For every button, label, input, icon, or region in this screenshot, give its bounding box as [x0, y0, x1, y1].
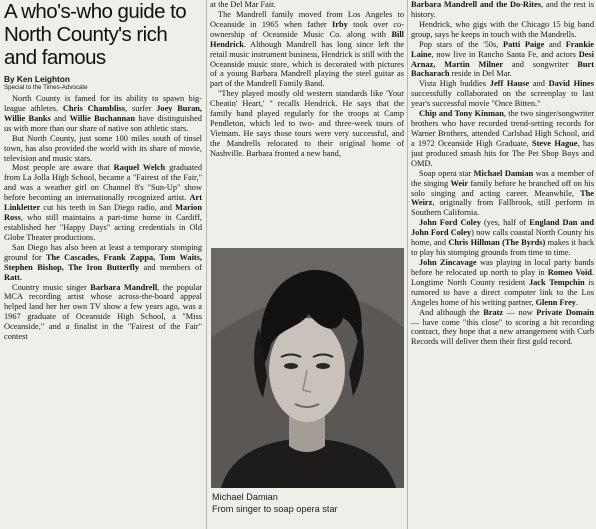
text-run: and: [544, 39, 566, 49]
name-highlight: The Weirz: [411, 188, 594, 208]
article-paragraph: [411, 109, 594, 169]
portrait-image: [211, 248, 404, 488]
name-highlight: Ratt.: [4, 272, 22, 282]
name-highlight: Frankie Laine: [411, 39, 594, 59]
article-paragraph: [411, 20, 594, 40]
michael-damian-photo: [211, 248, 404, 488]
text-run: Most people are aware that: [12, 163, 114, 173]
text-run: — now: [503, 307, 537, 317]
name-highlight: Willie Buchannan: [69, 113, 135, 123]
text-run: cut his teeth in San Diego radio, and: [40, 203, 176, 213]
name-highlight: Raquel Welch: [113, 163, 166, 173]
text-run: , and the rest is history.: [411, 0, 594, 19]
text-run: — have come "this close" to scoring a hit recording contract, they hope that a new arrangement with Curb Records will deliver them their first gold record.: [411, 317, 594, 347]
article-paragraph: [411, 169, 594, 219]
name-highlight: Jack Tempchin: [528, 277, 585, 287]
column-left: [4, 0, 202, 529]
name-highlight: Bill Hendrick: [210, 29, 404, 49]
name-highlight: Irby: [332, 19, 348, 29]
name-highlight: Jeff Hause: [489, 79, 530, 89]
name-highlight: Bratz: [483, 307, 504, 317]
article-paragraph: [4, 94, 202, 134]
text-run: ) now calls coastal North County his home, and: [411, 228, 594, 248]
headline: A who's-who guide to North County's rich and famous: [4, 0, 187, 69]
text-run: .: [575, 297, 579, 307]
text-run: . Although Mandrell has long since left the retail music instrument business, Hendrick is still with the Oceanside music store, which is decorated with pictures of a young Barbara Mandrell playing the steel guitar as part of the Mandrell Family Band.: [210, 39, 404, 89]
text-run: San Diego has also been at least a temporary stomping ground for: [4, 242, 202, 262]
name-highlight: Burt Bacharach: [411, 59, 594, 79]
name-highlight: England Dan and John Ford Coley: [411, 218, 594, 238]
text-run: and: [529, 79, 549, 89]
text-run: at the Del Mar Fair.: [210, 0, 276, 9]
article-paragraph: [210, 10, 404, 89]
text-run: and: [50, 113, 70, 123]
text-run: , originally from Fallbrook, still perform in Southern California.: [411, 198, 594, 218]
text-run: Country music singer: [12, 282, 91, 292]
name-highlight: Chris Chambliss: [62, 103, 126, 113]
article-paragraph: [411, 79, 594, 109]
text-run: , the popular MCA recording artist whose across-the-board appeal helped land her her own TV show a few years ago, was a 1967 graduate of Oceanside High School, a "Miss Oceanside," and a finalist in the "Fairest of the Fair" contest: [4, 282, 202, 342]
article-body-col3: [411, 0, 594, 347]
text-run: , has just produced smash hits for The Pet Shop Boys and OMD.: [411, 138, 594, 168]
byline: By Ken Leighton: [4, 74, 70, 84]
article-paragraph: [411, 0, 594, 20]
article-paragraph: [210, 89, 404, 158]
name-highlight: Marion Ross: [4, 203, 202, 223]
name-highlight: Joey Buran, Willie Banks: [4, 103, 202, 123]
name-highlight: Barbara Mandrell: [90, 282, 158, 292]
name-highlight: Chip and Tony Kinman: [419, 109, 504, 119]
name-highlight: John Ford Coley: [419, 218, 481, 228]
text-run: North County is famed for its ability to spawn big-league athletes.: [4, 94, 202, 113]
text-run: The Mandrell family moved from Los Angeles to Oceanside in 1965 when father: [210, 9, 404, 29]
text-run: graduated from La Jolla High School, became a "Fairest of the Fair," and was a weather girl on Channel 8's "Sun-Up" show before becoming an internationally recognized artist.: [4, 163, 202, 203]
article-paragraph: [411, 218, 594, 258]
text-run: was playing in local party bands before he relocated up north to play in: [411, 257, 594, 277]
article-paragraph: [411, 308, 594, 348]
text-run: Hendrick, who gigs with the Chicago 15 big band group, says he keeps in touch with the Mandrells.: [411, 19, 594, 39]
name-highlight: David Hines: [548, 79, 594, 89]
text-run: is rumored to have a direct computer link to the Los Angeles home of his writing partner,: [411, 277, 594, 307]
text-run: "They played mostly old western standards like 'Your Cheatin' Heart,' " recalls Hendrick. He says that the family band played regularly for the troops at Camp Pendleton, which led to two- and three-week tours of Vietnam. He says those tours were very successful, and the Mandrells relocated to their original home of Nashville. Barbara fronted a new band,: [210, 89, 404, 158]
article-paragraph: [411, 258, 594, 308]
article-body-col1: [4, 94, 202, 342]
text-run: took over co-ownership of Oceanside Music Co. along with: [210, 19, 404, 39]
text-run: (yes, half of: [480, 218, 530, 228]
text-run: Soap opera star: [419, 168, 474, 178]
name-highlight: Barbara Mandrell and the Do-Rites: [411, 0, 542, 9]
name-highlight: Art Linkletter: [4, 193, 202, 213]
text-run: , surfer: [125, 103, 157, 113]
text-run: successfully collaborated on the screenplay to last year's successful movie "Once Bitten.": [411, 89, 594, 109]
article-paragraph: [4, 134, 202, 164]
column-right: [411, 0, 594, 529]
text-run: And although the: [419, 307, 484, 317]
text-run: , who still maintains a part-time home in Cardiff, established her "Happy Days" acting credentials in Old Globe Theater productions.: [4, 213, 202, 242]
article-paragraph: [4, 163, 202, 242]
column-rule: [407, 0, 408, 529]
name-highlight: Patti Paige: [503, 39, 545, 49]
text-run: was a member of the singing: [411, 168, 594, 188]
text-run: Vista High buddies: [419, 79, 490, 89]
text-run: , the two singer/songwriter brothers who have recorded trend-setting records for Warner Brothers, attended Carlsbad High School, and a 1972 Oceanside High Graduate,: [411, 109, 594, 148]
article-paragraph: [210, 0, 404, 10]
text-run: and songwriter: [503, 59, 578, 69]
name-highlight: John Zincavage: [419, 257, 477, 267]
text-run: But North County, just some 100 miles south of tinsel town, has also provided the world with its share of movie, television and music stars.: [4, 133, 202, 163]
text-run: makes it back to play his stomping grounds from time to time.: [411, 238, 594, 258]
photo-caption: [212, 491, 412, 516]
article-paragraph: [4, 283, 202, 343]
name-highlight: Romeo Void: [547, 267, 592, 277]
column-rule: [206, 0, 207, 529]
caption-text: From singer to soap opera star: [212, 504, 338, 515]
caption-name: Michael Damian: [212, 492, 278, 502]
name-highlight: Steve Hague: [532, 138, 578, 148]
name-highlight: Private Domain: [536, 307, 594, 317]
name-highlight: Weir: [450, 178, 469, 188]
name-highlight: Desi Arnaz, Martin Milner: [411, 49, 594, 69]
text-run: , now live in Rancho Santa Fe, and actors: [431, 49, 579, 59]
text-run: Pop stars of the '50s,: [419, 39, 503, 49]
text-run: and members of: [139, 262, 202, 272]
text-run: . Longtime North County resident: [411, 267, 594, 287]
name-highlight: The Cascades, Frank Zappa, Tom Waits, Stephen Bishop, The Iron Butterfly: [4, 252, 202, 272]
article-paragraph: [4, 243, 202, 283]
text-run: have distinguished us with more than our share of native son athletic stars.: [4, 113, 202, 133]
name-highlight: Glenn Frey: [535, 297, 576, 307]
text-run: family before he branched off on his solo singing and acting career. Meanwhile,: [411, 178, 594, 198]
text-run: reside in Del Mar.: [449, 69, 512, 79]
column-middle: [210, 0, 404, 248]
name-highlight: Chris Hillman (The Byrds): [448, 238, 546, 248]
name-highlight: Michael Damian: [473, 168, 534, 178]
article-body-col2: [210, 0, 404, 159]
article-paragraph: [411, 40, 594, 80]
byline-credit: Special to the Times-Advocate: [4, 84, 88, 91]
